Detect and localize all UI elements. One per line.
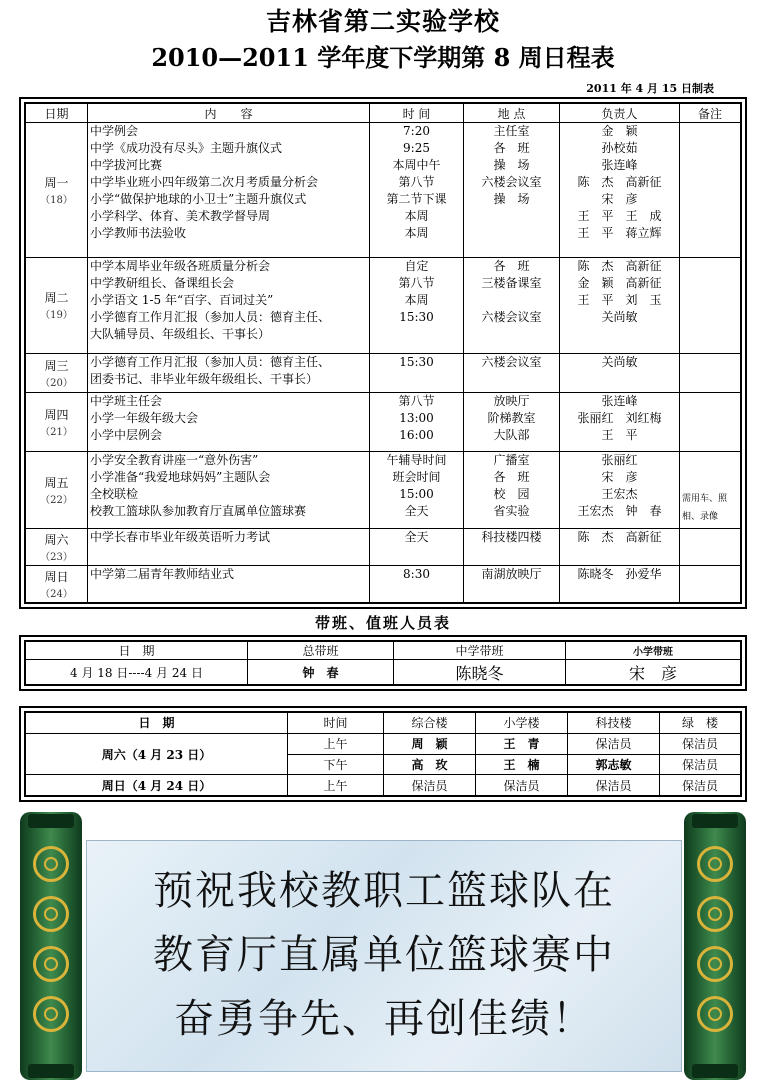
place-line: 主任室: [493, 124, 530, 138]
schedule-row: [26, 451, 741, 528]
content-line: 中学拔河比赛: [90, 158, 163, 172]
weekend-cell: 保洁员: [660, 754, 741, 775]
content-cell: [88, 393, 370, 451]
place-line: 六楼会议室: [481, 355, 542, 370]
content-line: 小学一年级年级大会: [90, 411, 199, 426]
place-line: 科技楼四楼: [481, 529, 542, 544]
day-name: 周二: [44, 291, 69, 306]
content-cell: [88, 257, 370, 353]
content-cell: [88, 565, 370, 602]
day-cell: [26, 528, 88, 565]
content-line: 小学教师书法验收: [90, 226, 187, 240]
content-line: 小学中层例会: [90, 428, 163, 443]
day-cell: [26, 257, 88, 353]
duty-middle: 陈晓冬: [394, 660, 566, 685]
person-line: 宋 彦: [601, 192, 638, 206]
note-cell: [680, 528, 741, 565]
time-line: 午辅导时间: [386, 452, 447, 467]
day-number: （23）: [40, 551, 73, 563]
schedule-row: [26, 528, 741, 565]
day-number: （21）: [40, 426, 73, 438]
weekend-cell: 保洁员: [568, 733, 660, 754]
time-cell: [370, 528, 464, 565]
schedule-row: [26, 565, 741, 602]
day-number: （18）: [40, 194, 73, 206]
person-line: 金 颖: [601, 124, 638, 138]
place-line: [466, 225, 557, 242]
place-line: [466, 371, 557, 388]
day-number: （20）: [40, 378, 73, 390]
duty-header-row: [26, 642, 741, 660]
note-cell: [680, 257, 741, 353]
person-cell: [560, 123, 680, 258]
weekend-cell: 王 楠: [476, 754, 568, 775]
content-line: 中学毕业班小四年级第二次月考质量分析会: [90, 175, 319, 189]
content-line: 小学语文 1-5 年“百字、百词过关”: [90, 292, 274, 307]
time-line: [372, 326, 461, 343]
content-line: 小学德育工作月汇报（参加人员：德育主任、: [90, 309, 331, 324]
person-cell: [560, 565, 680, 602]
person-line: 王 平 蒋立辉: [577, 226, 662, 240]
note-cell: [680, 354, 741, 393]
time-line: 本周: [404, 292, 429, 307]
time-line: 第八节: [398, 175, 435, 189]
content-line: 中学班主任会: [90, 394, 163, 409]
day-cell: [26, 451, 88, 528]
person-line: 宋 彦: [601, 469, 638, 484]
note-cell: [680, 393, 741, 451]
person-line: 张丽红 刘红梅: [577, 411, 662, 426]
header-content: 内 容: [88, 104, 370, 123]
banner-line-3: 奋勇争先、再创佳绩！: [174, 996, 594, 1042]
content-cell: [88, 528, 370, 565]
person-cell: [560, 451, 680, 528]
time-cell: [370, 354, 464, 393]
header-note: 备注: [680, 104, 741, 123]
duty-table: [19, 635, 747, 691]
person-cell: [560, 393, 680, 451]
person-line: 张连峰: [601, 158, 638, 172]
weekend-header-building4: 绿 楼: [660, 713, 741, 734]
time-line: 第八节: [398, 394, 435, 409]
place-line: 六楼会议室: [481, 309, 542, 324]
person-line: 张丽红: [601, 452, 638, 467]
time-line: 全天: [404, 529, 429, 544]
schedule-row: [26, 257, 741, 353]
note-cell: [680, 565, 741, 602]
day-number: （22）: [40, 494, 73, 506]
person-cell: [560, 528, 680, 565]
place-line: 操 场: [493, 158, 530, 172]
place-cell: [464, 123, 560, 258]
content-line: 中学长春市毕业年级英语听力考试: [90, 529, 271, 544]
time-cell: [370, 451, 464, 528]
person-cell: [560, 257, 680, 353]
time-line: 全天: [404, 503, 429, 518]
place-line: [466, 326, 557, 343]
time-line: 8:30: [403, 566, 430, 581]
day-cell: [26, 123, 88, 258]
weekend-cell: 保洁员: [660, 775, 741, 796]
duty-header-date: 日 期: [26, 642, 248, 660]
time-line: 13:00: [399, 411, 434, 426]
weekend-cell: 高 玫: [384, 754, 476, 775]
banner-line-2: 教育厅直属单位篮球赛中: [153, 932, 615, 978]
time-line: [372, 371, 461, 388]
person-line: 王宏杰: [601, 486, 638, 501]
person-line: 王宏杰 钟 春: [577, 503, 662, 518]
content-line: 校教工篮球队参加教育厅直属单位篮球赛: [90, 503, 307, 518]
place-line: 各 班: [493, 141, 530, 155]
weekend-header-time: 时间: [288, 713, 384, 734]
place-cell: [464, 451, 560, 528]
weekend-header-date: 日 期: [26, 713, 288, 734]
place-line: 各 班: [493, 469, 530, 484]
content-line: 中学第二届青年教师结业式: [90, 566, 235, 581]
place-cell: [464, 354, 560, 393]
person-line: 陈晓冬 孙爱华: [577, 566, 662, 581]
place-line: 三楼备课室: [481, 275, 542, 290]
weekend-duty-table: [19, 706, 747, 802]
place-cell: [464, 257, 560, 353]
person-line: 金 颖 高新征: [577, 275, 662, 290]
time-line: 16:00: [399, 428, 434, 443]
day-name: 周一: [44, 175, 69, 190]
time-line: 15:00: [399, 486, 434, 501]
time-line: 第八节: [398, 275, 435, 290]
place-line: 阶梯教室: [487, 411, 536, 426]
school-title: 吉林省第二实验学校: [265, 7, 500, 36]
day-number: （24）: [40, 588, 73, 600]
banner-panel: [86, 840, 682, 1072]
weekend-cell: 郭志敏: [568, 754, 660, 775]
place-line: [466, 208, 557, 225]
place-line: 放映厅: [493, 394, 530, 409]
weekend-time: 上午: [288, 733, 384, 754]
content-line: 小学德育工作月汇报（参加人员：德育主任、: [90, 355, 331, 370]
content-line: 中学本周毕业年级各班质量分析会: [90, 258, 271, 273]
duty-header-general: 总带班: [248, 642, 394, 660]
weekend-cell: 保洁员: [476, 775, 568, 796]
header-place: 地 点: [464, 104, 560, 123]
schedule-row: [26, 393, 741, 451]
duty-row: [26, 660, 741, 685]
time-line: 班会时间: [392, 469, 441, 484]
time-line: 自定: [404, 258, 429, 273]
duty-primary: 宋 彦: [566, 660, 741, 685]
time-line: 15:30: [399, 309, 434, 324]
person-line: 关尚敏: [601, 355, 638, 370]
duty-header-primary: 小学带班: [566, 642, 741, 660]
duty-dates: 4 月 18 日----4 月 24 日: [26, 660, 248, 685]
weekend-cell: 王 青: [476, 733, 568, 754]
person-line: 关尚敏: [601, 309, 638, 324]
weekend-time: 下午: [288, 754, 384, 775]
weekend-saturday-label: 周六（4 月 23 日）: [26, 733, 288, 775]
content-line: 大队辅导员、年级组长、干事长）: [90, 326, 271, 341]
content-cell: [88, 451, 370, 528]
place-cell: [464, 565, 560, 602]
place-cell: [464, 528, 560, 565]
note-cell: 需用车、照相、录像: [680, 451, 741, 528]
made-date: 2011 年 4 月 15 日制表: [586, 82, 714, 95]
weekend-header-building1: 综合楼: [384, 713, 476, 734]
day-name: 周四: [44, 407, 69, 422]
content-line: 团委书记、非毕业年级年级组长、干事长）: [90, 372, 319, 387]
day-number: （19）: [40, 310, 73, 322]
place-cell: [464, 393, 560, 451]
person-cell: [560, 354, 680, 393]
person-line: 陈 杰 高新征: [577, 529, 662, 544]
time-line: 本周: [404, 226, 429, 240]
time-cell: [370, 393, 464, 451]
content-cell: [88, 123, 370, 258]
schedule-header-row: [26, 104, 741, 123]
duty-general: 钟 春: [248, 660, 394, 685]
weekend-sunday-label: 周日（4 月 24 日）: [26, 775, 288, 796]
place-line: [466, 292, 557, 309]
weekend-header-building3: 科技楼: [568, 713, 660, 734]
time-cell: [370, 257, 464, 353]
weekend-cell: 保洁员: [384, 775, 476, 796]
place-line: 省实验: [493, 503, 530, 518]
time-line: 9:25: [403, 141, 430, 155]
place-line: 各 班: [493, 258, 530, 273]
time-line: 15:30: [399, 355, 434, 370]
content-line: 中学教研组长、备课组长会: [90, 275, 235, 290]
place-line: 操 场: [493, 192, 530, 206]
day-name: 周三: [44, 359, 69, 374]
header-time: 时 间: [370, 104, 464, 123]
person-line: 陈 杰 高新征: [577, 175, 662, 189]
header-date: 日期: [26, 104, 88, 123]
person-line: [562, 326, 677, 343]
weekend-row: [26, 733, 741, 754]
time-line: 本周: [404, 209, 429, 223]
day-cell: [26, 354, 88, 393]
content-line: 小学安全教育讲座一“意外伤害”: [90, 452, 259, 467]
scroll-roll-left-icon: [20, 812, 82, 1080]
person-line: 张连峰: [601, 394, 638, 409]
place-line: 大队部: [493, 428, 530, 443]
time-cell: [370, 123, 464, 258]
person-line: [562, 371, 677, 388]
weekend-header-building2: 小学楼: [476, 713, 568, 734]
header-person: 负责人: [560, 104, 680, 123]
content-line: 小学准备“我爱地球妈妈”主题队会: [90, 469, 271, 484]
person-line: 陈 杰 高新征: [577, 258, 662, 273]
day-name: 周日: [44, 569, 69, 584]
time-cell: [370, 565, 464, 602]
content-cell: [88, 354, 370, 393]
person-line: 王 平 刘 玉: [577, 292, 662, 307]
schedule-subtitle: 2010—2011 学年度下学期第 8 周日程表: [151, 43, 615, 72]
weekend-cell: 保洁员: [568, 775, 660, 796]
day-cell: [26, 393, 88, 451]
weekend-cell: 周 颖: [384, 733, 476, 754]
schedule-row: [26, 354, 741, 393]
content-line: 小学“做保护地球的小卫士”主题升旗仪式: [90, 192, 307, 206]
weekend-header-row: [26, 713, 741, 734]
place-line: 南湖放映厅: [481, 566, 542, 581]
person-line: 王 平 王 成: [577, 209, 662, 223]
duty-header-middle: 中学带班: [394, 642, 566, 660]
person-line: 王 平: [601, 428, 638, 443]
weekend-row: [26, 775, 741, 796]
place-line: 校 园: [493, 486, 530, 501]
person-line: 孙校茹: [601, 141, 638, 155]
day-cell: [26, 565, 88, 602]
weekend-cell: 保洁员: [660, 733, 741, 754]
content-line: 小学科学、体育、美术教学督导周: [90, 209, 271, 223]
content-line: 中学《成功没有尽头》主题升旗仪式: [90, 141, 283, 155]
scroll-roll-right-icon: [684, 812, 746, 1080]
content-line: 全校联检: [90, 486, 139, 501]
time-line: 7:20: [403, 124, 430, 138]
banner-line-1: 预祝我校教职工篮球队在: [153, 868, 615, 914]
time-line: 第二节下课: [386, 192, 447, 206]
scroll-banner: [20, 812, 746, 1080]
weekend-time: 上午: [288, 775, 384, 796]
day-name: 周六: [44, 532, 69, 547]
schedule-row: [26, 123, 741, 258]
place-line: 六楼会议室: [481, 175, 542, 189]
weekly-schedule-table: [19, 97, 747, 609]
place-line: 广播室: [493, 452, 530, 467]
time-line: 本周中午: [392, 158, 441, 172]
day-name: 周五: [44, 475, 69, 490]
content-line: 中学例会: [90, 124, 139, 138]
duty-title: 带班、值班人员表: [314, 614, 451, 632]
note-cell: [680, 123, 741, 258]
